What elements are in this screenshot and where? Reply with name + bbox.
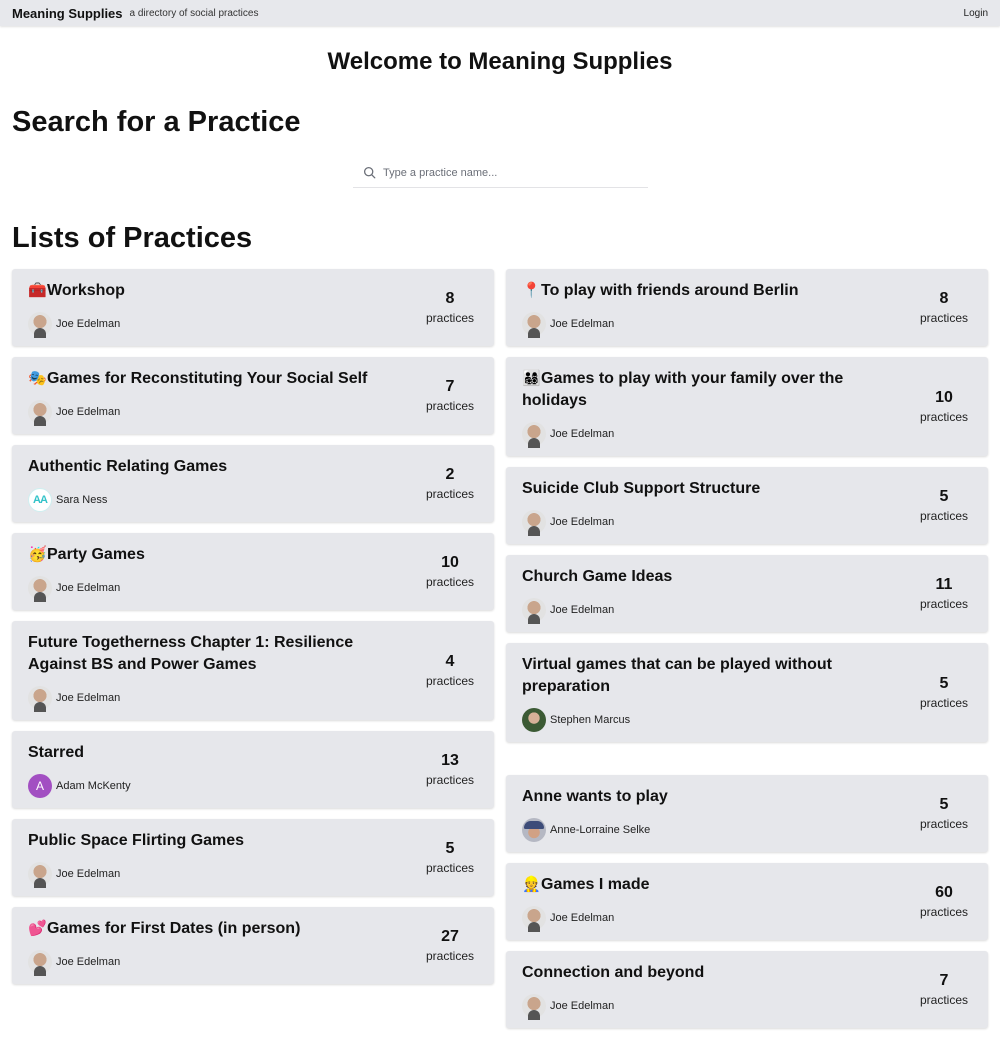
list-card-party-games[interactable] [12, 533, 494, 610]
list-owner[interactable]: Joe Edelman [522, 510, 916, 534]
practice-count: 5 practices [919, 488, 969, 523]
search-box [353, 158, 648, 188]
list-owner[interactable]: Joe Edelman [522, 312, 916, 336]
toolbox-icon: 🧰 [28, 282, 47, 299]
list-card-authentic-relating[interactable] [12, 445, 494, 522]
lists-column-right [506, 269, 988, 1039]
list-title: Suicide Club Support Structure [522, 480, 761, 497]
brand-logo[interactable]: Meaning Supplies [12, 5, 123, 21]
party-face-icon: 🥳 [28, 546, 47, 563]
list-title: 🥳Party Games [28, 544, 422, 566]
list-card-church-game-ideas[interactable] [506, 555, 988, 632]
pin-icon: 📍 [522, 282, 541, 299]
practice-count: 8 practices [919, 290, 969, 325]
list-owner[interactable]: Joe Edelman [522, 422, 916, 446]
list-owner[interactable]: Joe Edelman [28, 400, 422, 424]
list-owner[interactable]: Anne-Lorraine Selke [522, 818, 916, 842]
avatar [28, 312, 52, 336]
avatar [522, 906, 546, 930]
family-icon: 👨‍👩‍👧‍👦 [522, 370, 541, 387]
practice-count: 5 practices [425, 840, 475, 875]
avatar [522, 598, 546, 622]
list-owner[interactable]: Joe Edelman [522, 994, 916, 1018]
avatar [522, 312, 546, 336]
list-title: Public Space Flirting Games [28, 832, 245, 849]
practice-count: 7 practices [425, 378, 475, 413]
search-input[interactable] [383, 167, 633, 179]
list-owner[interactable]: Joe Edelman [28, 950, 422, 974]
list-card-workshop[interactable] [12, 269, 494, 346]
avatar [522, 994, 546, 1018]
list-title: 👨‍👩‍👧‍👦Games to play with your family over the holidays [522, 370, 844, 409]
list-title: Church Game Ideas [522, 568, 673, 585]
list-owner[interactable]: A Adam McKenty [28, 774, 422, 798]
list-title: 💕Games for First Dates (in person) [28, 918, 422, 940]
list-card-connection-and-beyond[interactable] [506, 951, 988, 1028]
list-title: 📍To play with friends around Berlin [522, 280, 916, 302]
list-title: Starred [28, 744, 85, 761]
list-card-first-dates[interactable] [12, 907, 494, 984]
list-owner[interactable]: Joe Edelman [522, 906, 916, 930]
practice-count: 10 practices [919, 389, 969, 424]
list-owner[interactable]: Stephen Marcus [522, 708, 916, 732]
theater-masks-icon: 🎭 [28, 370, 47, 387]
list-card-starred[interactable] [12, 731, 494, 808]
list-card-suicide-club[interactable] [506, 467, 988, 544]
list-owner[interactable]: Joe Edelman [28, 686, 422, 710]
avatar [522, 510, 546, 534]
avatar: A [28, 774, 52, 798]
list-card-public-space-flirting[interactable] [12, 819, 494, 896]
search-heading: Search for a Practice [12, 106, 301, 138]
practice-count: 5 practices [919, 796, 969, 831]
login-link[interactable]: Login [963, 7, 988, 19]
list-title: 🧰Workshop [28, 280, 422, 302]
two-hearts-icon: 💕 [28, 920, 47, 937]
top-nav-bar [0, 0, 1000, 26]
list-title: Anne wants to play [522, 788, 668, 805]
list-card-anne-wants-to-play[interactable] [506, 775, 988, 852]
practice-count: 11 practices [919, 576, 969, 611]
list-title: Connection and beyond [522, 964, 705, 981]
search-icon [357, 161, 381, 185]
avatar [28, 686, 52, 710]
list-card-games-i-made[interactable] [506, 863, 988, 940]
lists-column-left [12, 269, 494, 995]
list-owner[interactable]: Joe Edelman [28, 862, 422, 886]
list-title: Virtual games that can be played without preparation [522, 656, 832, 695]
list-card-reconstituting-social-self[interactable] [12, 357, 494, 434]
avatar [522, 818, 546, 842]
avatar [522, 422, 546, 446]
list-card-virtual-games[interactable] [506, 643, 988, 742]
list-owner[interactable]: AA Sara Ness [28, 488, 422, 512]
list-title: 🎭Games for Reconstituting Your Social Self [28, 368, 422, 390]
list-card-family-holidays[interactable] [506, 357, 988, 456]
list-title: Authentic Relating Games [28, 458, 228, 475]
practice-count: 27 practices [425, 928, 475, 963]
avatar [28, 862, 52, 886]
list-card-berlin-friends[interactable] [506, 269, 988, 346]
practice-count: 10 practices [425, 554, 475, 589]
avatar [522, 708, 546, 732]
avatar [28, 400, 52, 424]
list-title: Future Togetherness Chapter 1: Resilience Against BS and Power Games [28, 634, 354, 673]
practice-count: 2 practices [425, 466, 475, 501]
practice-count: 8 practices [425, 290, 475, 325]
list-owner[interactable]: Joe Edelman [28, 312, 422, 336]
welcome-heading: Welcome to Meaning Supplies [327, 48, 673, 75]
construction-worker-icon: 👷 [522, 876, 541, 893]
avatar [28, 950, 52, 974]
list-owner[interactable]: Joe Edelman [522, 598, 916, 622]
practice-count: 60 practices [919, 884, 969, 919]
avatar [28, 576, 52, 600]
list-owner[interactable]: Joe Edelman [28, 576, 422, 600]
practice-count: 4 practices [425, 653, 475, 688]
brand-tagline: a directory of social practices [129, 8, 259, 19]
lists-heading: Lists of Practices [12, 222, 253, 254]
list-card-future-togetherness[interactable] [12, 621, 494, 720]
avatar: AA [28, 488, 52, 512]
practice-count: 7 practices [919, 972, 969, 1007]
practice-count: 13 practices [425, 752, 475, 787]
practice-count: 5 practices [919, 675, 969, 710]
list-title: 👷Games I made [522, 874, 916, 896]
